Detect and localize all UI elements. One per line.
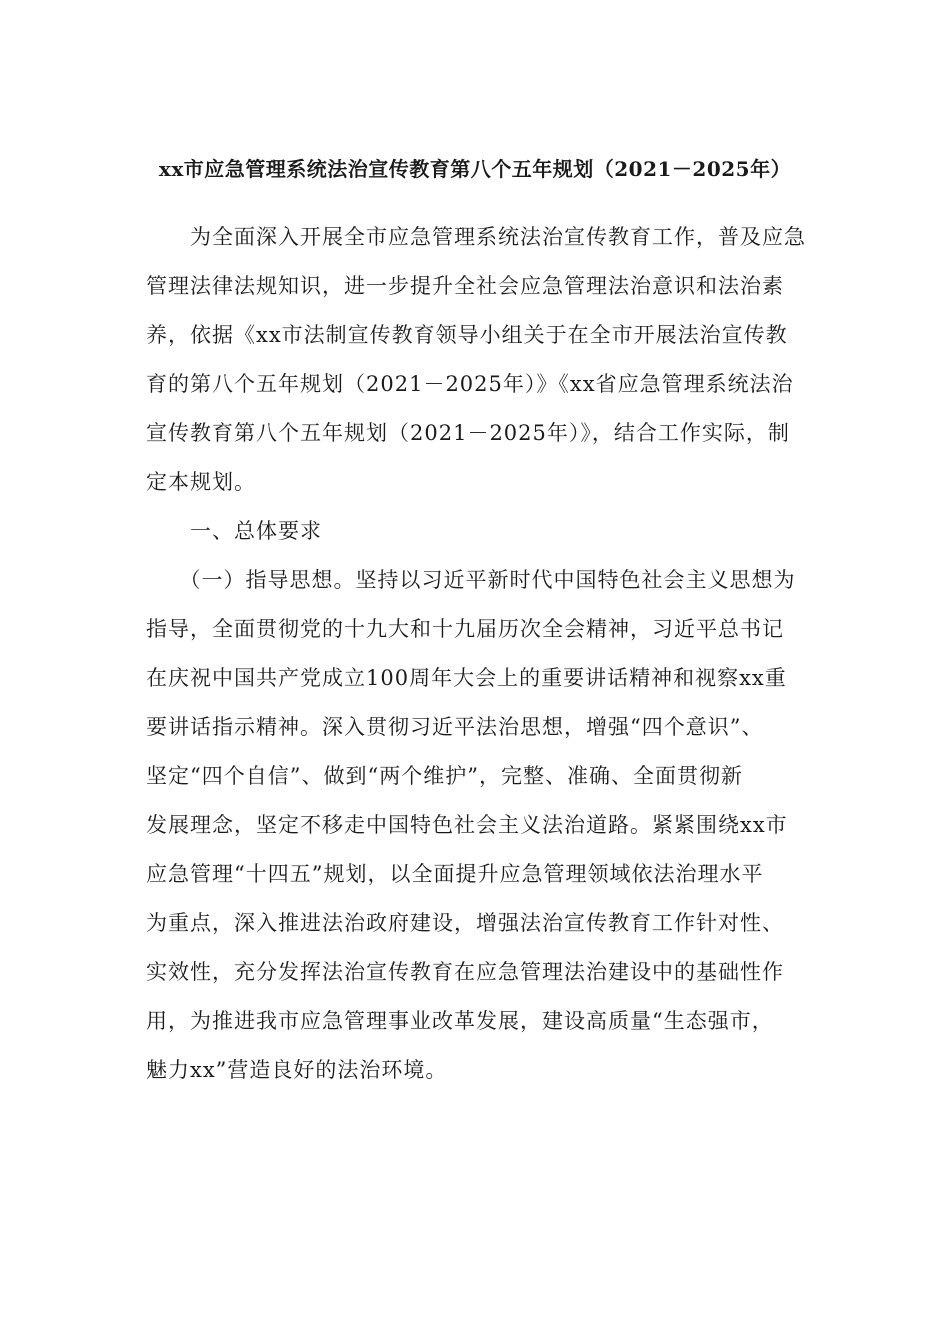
guideline-line: 要讲话指示精神。深入贯彻习近平法治思想，增强“四个意识”、 (146, 715, 764, 739)
intro-line: 育的第八个五年规划（2021－2025年）》《xx省应急管理系统法治 (146, 372, 794, 396)
intro-line: 管理法律法规知识，进一步提升全社会应急管理法治意识和法治素 (146, 274, 784, 298)
intro-line: 为全面深入开展全市应急管理系统法治宣传教育工作，普及应急 (146, 225, 806, 249)
intro-line: 养，依据《xx市法制宣传教育领导小组关于在全市开展法治宣传教 (146, 323, 788, 347)
intro-line: 宣传教育第八个五年规划（2021－2025年）》，结合工作实际，制 (146, 421, 790, 445)
guideline-line: 应急管理“十四五”规划，以全面提升应急管理领域依法治理水平 (146, 862, 764, 886)
document-title: xx市应急管理系统法治宣传教育第八个五年规划（2021－2025年） (158, 157, 792, 181)
intro-line: 定本规划。 (146, 470, 256, 494)
guideline-line: 为重点，深入推进法治政府建设，增强法治宣传教育工作针对性、 (146, 911, 784, 935)
section-heading: 一、总体要求 (146, 519, 322, 543)
guideline-line: 在庆祝中国共产党成立100周年大会上的重要讲话精神和视察xx重 (146, 666, 787, 690)
guideline-line: 指导，全面贯彻党的十九大和十九届历次全会精神，习近平总书记 (146, 617, 784, 641)
guideline-line: （一）指导思想。坚持以习近平新时代中国特色社会主义思想为 (146, 568, 796, 592)
guideline-line: 发展理念，坚定不移走中国特色社会主义法治道路。紧紧围绕xx市 (146, 813, 788, 837)
guideline-line: 实效性，充分发挥法治宣传教育在应急管理法治建设中的基础性作 (146, 960, 784, 984)
guideline-line: 用，为推进我市应急管理事业改革发展，建设高质量“生态强市， (146, 1009, 774, 1033)
guideline-line: 魅力xx”营造良好的法治环境。 (146, 1058, 448, 1082)
guideline-line: 坚定“四个自信”、做到“两个维护”，完整、准确、全面贯彻新 (146, 764, 743, 788)
